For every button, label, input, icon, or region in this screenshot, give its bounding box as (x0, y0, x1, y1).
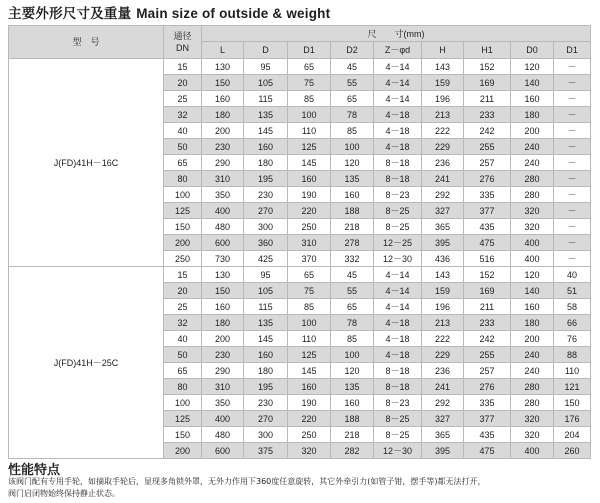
table-cell: 475 (464, 443, 511, 459)
table-cell: － (554, 139, 591, 155)
table-cell: － (554, 187, 591, 203)
table-cell: 159 (422, 75, 464, 91)
dn-cell: 250 (164, 251, 202, 267)
features-text (8, 476, 594, 500)
table-cell: 395 (422, 235, 464, 251)
features-heading: 性能特点 (8, 463, 61, 478)
table-cell: 255 (464, 347, 511, 363)
table-cell: 360 (244, 235, 288, 251)
dimension-header: 尺 寸(mm) (202, 26, 591, 42)
table-cell: 143 (422, 59, 464, 75)
table-cell: 85 (331, 331, 374, 347)
table-cell: 400 (511, 251, 554, 267)
table-cell: 196 (422, 91, 464, 107)
column-header: D2 (331, 42, 374, 59)
dn-cell: 200 (164, 235, 202, 251)
table-cell: 270 (244, 411, 288, 427)
dn-cell: 65 (164, 363, 202, 379)
table-cell: 377 (464, 203, 511, 219)
table-cell: 195 (244, 379, 288, 395)
table-cell: 40 (554, 267, 591, 283)
table-cell: 65 (331, 299, 374, 315)
table-cell: 240 (511, 139, 554, 155)
table-cell: 180 (202, 315, 244, 331)
table-cell: 320 (511, 427, 554, 443)
table-cell: 160 (244, 139, 288, 155)
dn-cell: 80 (164, 171, 202, 187)
table-cell: 250 (288, 427, 331, 443)
table-cell: 121 (554, 379, 591, 395)
table-cell: 320 (511, 411, 554, 427)
table-cell: 280 (511, 395, 554, 411)
model-header: 型 号 (9, 26, 164, 59)
table-cell: 190 (288, 395, 331, 411)
table-cell: 8－18 (374, 379, 422, 395)
dn-cell: 15 (164, 59, 202, 75)
table-cell: 4－18 (374, 347, 422, 363)
table-cell: 190 (288, 187, 331, 203)
table-cell: 278 (331, 235, 374, 251)
table-cell: 100 (288, 315, 331, 331)
table-cell: 250 (288, 219, 331, 235)
table-cell: 180 (202, 107, 244, 123)
table-cell: 222 (422, 123, 464, 139)
table-cell: 95 (244, 267, 288, 283)
table-cell: 292 (422, 187, 464, 203)
table-cell: 233 (464, 107, 511, 123)
table-cell: 320 (511, 203, 554, 219)
table-cell: 65 (288, 267, 331, 283)
table-cell: 400 (511, 443, 554, 459)
table-cell: 229 (422, 347, 464, 363)
table-cell: 55 (331, 283, 374, 299)
dn-cell: 65 (164, 155, 202, 171)
table-cell: 280 (511, 379, 554, 395)
table-cell: 8－18 (374, 155, 422, 171)
dn-cell: 100 (164, 187, 202, 203)
table-cell: 135 (244, 107, 288, 123)
table-cell: 310 (202, 379, 244, 395)
table-cell: 4－14 (374, 283, 422, 299)
page-title (8, 2, 330, 22)
table-cell: 12－30 (374, 443, 422, 459)
column-header: H (422, 42, 464, 59)
table-cell: 85 (288, 91, 331, 107)
table-cell: 4－18 (374, 139, 422, 155)
table-cell: 377 (464, 411, 511, 427)
table-cell: 4－18 (374, 107, 422, 123)
table-cell: 242 (464, 123, 511, 139)
table-cell: 180 (511, 107, 554, 123)
table-cell: 213 (422, 107, 464, 123)
table-cell: 257 (464, 155, 511, 171)
table-cell: 350 (202, 187, 244, 203)
dn-header (164, 26, 202, 59)
table-cell: 255 (464, 139, 511, 155)
table-cell: 600 (202, 235, 244, 251)
table-cell: 110 (288, 123, 331, 139)
table-cell: － (554, 107, 591, 123)
table-cell: 4－18 (374, 123, 422, 139)
table-cell: 66 (554, 315, 591, 331)
table-cell: 292 (422, 395, 464, 411)
dn-cell: 32 (164, 107, 202, 123)
page-title-en: Main size of outside & weight (136, 6, 331, 21)
table-cell: 335 (464, 395, 511, 411)
table-cell: 213 (422, 315, 464, 331)
table-cell: 150 (554, 395, 591, 411)
table-body (9, 59, 591, 459)
table-cell: 88 (554, 347, 591, 363)
table-cell: － (554, 251, 591, 267)
table-cell: 230 (202, 139, 244, 155)
table-cell: 8－18 (374, 363, 422, 379)
table-cell: 85 (288, 299, 331, 315)
table-cell: 260 (554, 443, 591, 459)
table-row (9, 59, 591, 75)
table-cell: 160 (511, 91, 554, 107)
table-cell: 105 (244, 283, 288, 299)
table-cell: 435 (464, 219, 511, 235)
table-cell: 4－18 (374, 331, 422, 347)
table-header (9, 26, 591, 59)
dn-cell: 20 (164, 75, 202, 91)
table-cell: 300 (244, 427, 288, 443)
table-cell: 480 (202, 219, 244, 235)
table-cell: 8－25 (374, 427, 422, 443)
table-cell: 218 (331, 219, 374, 235)
table-cell: 200 (511, 331, 554, 347)
table-cell: 4－14 (374, 75, 422, 91)
column-header: D1 (554, 42, 591, 59)
table-cell: 220 (288, 203, 331, 219)
table-cell: － (554, 75, 591, 91)
table-cell: 475 (464, 235, 511, 251)
table-cell: 8－18 (374, 171, 422, 187)
table-cell: 188 (331, 411, 374, 427)
table-cell: － (554, 171, 591, 187)
table-cell: 350 (202, 395, 244, 411)
table-cell: 400 (202, 203, 244, 219)
table-cell: 143 (422, 267, 464, 283)
table-cell: 120 (331, 155, 374, 171)
table-cell: 125 (288, 139, 331, 155)
table-cell: 130 (202, 59, 244, 75)
table-cell: 370 (288, 251, 331, 267)
table-cell: － (554, 123, 591, 139)
table-cell: 140 (511, 75, 554, 91)
table-cell: 8－25 (374, 411, 422, 427)
dn-cell: 150 (164, 219, 202, 235)
table-cell: 220 (288, 411, 331, 427)
table-cell: 55 (331, 75, 374, 91)
table-cell: 327 (422, 411, 464, 427)
table-cell: 241 (422, 171, 464, 187)
table-cell: 8－23 (374, 395, 422, 411)
table-cell: 140 (511, 283, 554, 299)
table-cell: 200 (511, 123, 554, 139)
table-cell: 435 (464, 427, 511, 443)
dn-cell: 125 (164, 203, 202, 219)
table-cell: 516 (464, 251, 511, 267)
table-cell: 282 (331, 443, 374, 459)
table-cell: 135 (331, 379, 374, 395)
table-cell: 229 (422, 139, 464, 155)
table-cell: 58 (554, 299, 591, 315)
table-cell: 160 (202, 299, 244, 315)
table-cell: 188 (331, 203, 374, 219)
table-cell: 130 (202, 267, 244, 283)
table-cell: 425 (244, 251, 288, 267)
table-cell: 78 (331, 107, 374, 123)
table-cell: 290 (202, 363, 244, 379)
table-cell: 160 (288, 379, 331, 395)
table-cell: 200 (202, 123, 244, 139)
table-cell: 4－14 (374, 91, 422, 107)
table-cell: 12－25 (374, 235, 422, 251)
dn-cell: 80 (164, 379, 202, 395)
table-cell: 242 (464, 331, 511, 347)
table-cell: 400 (511, 235, 554, 251)
table-cell: 241 (422, 379, 464, 395)
table-cell: 4－14 (374, 299, 422, 315)
table-cell: 110 (554, 363, 591, 379)
table-cell: 120 (511, 59, 554, 75)
table-cell: 233 (464, 315, 511, 331)
model-cell: J(FD)41H－25C (9, 267, 164, 459)
features-line: 该阀门配有专用手轮，如摘取手轮后，显现多角锁外罩，无外力作用下360度任意旋转，其它外牵引力(如管子钳，摆手等)都无法打开， (8, 477, 486, 486)
table-cell: － (554, 203, 591, 219)
table-cell: 115 (244, 91, 288, 107)
table-cell: 730 (202, 251, 244, 267)
table-cell: 150 (202, 75, 244, 91)
table-cell: 85 (331, 123, 374, 139)
table-cell: 236 (422, 155, 464, 171)
table-cell: 180 (511, 315, 554, 331)
table-cell: 365 (422, 219, 464, 235)
table-cell: 240 (511, 347, 554, 363)
table-cell: 78 (331, 315, 374, 331)
table-cell: 160 (331, 395, 374, 411)
dn-cell: 25 (164, 91, 202, 107)
column-header: L (202, 42, 244, 59)
table-cell: 105 (244, 75, 288, 91)
table-cell: 159 (422, 283, 464, 299)
table-cell: 280 (511, 187, 554, 203)
table-cell: 395 (422, 443, 464, 459)
table-cell: 75 (288, 75, 331, 91)
dn-cell: 125 (164, 411, 202, 427)
table-cell: 200 (202, 331, 244, 347)
dn-header-line1: 通径 (173, 31, 192, 41)
table-cell: 12－30 (374, 251, 422, 267)
table-cell: 152 (464, 59, 511, 75)
table-cell: － (554, 235, 591, 251)
dn-cell: 20 (164, 283, 202, 299)
table-cell: 8－25 (374, 219, 422, 235)
table-cell: 320 (511, 219, 554, 235)
table-cell: 120 (331, 363, 374, 379)
table-cell: 310 (288, 235, 331, 251)
table-cell: 222 (422, 331, 464, 347)
table-cell: 110 (288, 331, 331, 347)
table-cell: 180 (244, 155, 288, 171)
table-cell: 145 (288, 155, 331, 171)
table-cell: 169 (464, 75, 511, 91)
column-header: D1 (288, 42, 331, 59)
table-cell: 195 (244, 171, 288, 187)
table-cell: 145 (288, 363, 331, 379)
table-cell: 236 (422, 363, 464, 379)
dn-header-line2: DN (176, 43, 189, 53)
dn-cell: 50 (164, 347, 202, 363)
table-cell: 75 (288, 283, 331, 299)
table-cell: 160 (288, 171, 331, 187)
table-cell: 100 (331, 139, 374, 155)
table-cell: 327 (422, 203, 464, 219)
table-cell: 290 (202, 155, 244, 171)
dn-cell: 32 (164, 315, 202, 331)
table-cell: 276 (464, 171, 511, 187)
dn-cell: 200 (164, 443, 202, 459)
table-cell: 8－23 (374, 187, 422, 203)
table-cell: － (554, 59, 591, 75)
table-cell: 125 (288, 347, 331, 363)
table-cell: 120 (511, 267, 554, 283)
table-cell: 45 (331, 59, 374, 75)
table-cell: 100 (288, 107, 331, 123)
features-line: 阀门启闭物始终保持静止状态。 (8, 489, 120, 498)
table-cell: 240 (511, 363, 554, 379)
table-cell: － (554, 155, 591, 171)
table-cell: 204 (554, 427, 591, 443)
table-cell: 300 (244, 219, 288, 235)
table-cell: 4－18 (374, 315, 422, 331)
table-cell: 160 (331, 187, 374, 203)
table-cell: 335 (464, 187, 511, 203)
table-cell: 332 (331, 251, 374, 267)
table-cell: 65 (331, 91, 374, 107)
table-cell: 51 (554, 283, 591, 299)
table-cell: 310 (202, 171, 244, 187)
table-cell: 230 (202, 347, 244, 363)
table-cell: 211 (464, 299, 511, 315)
table-cell: 375 (244, 443, 288, 459)
column-header: H1 (464, 42, 511, 59)
column-header: D0 (511, 42, 554, 59)
column-header: D (244, 42, 288, 59)
table-cell: 480 (202, 427, 244, 443)
table-cell: 280 (511, 171, 554, 187)
table-cell: 230 (244, 187, 288, 203)
table-cell: 135 (331, 171, 374, 187)
table-cell: 230 (244, 395, 288, 411)
dn-cell: 40 (164, 331, 202, 347)
table-cell: 115 (244, 299, 288, 315)
table-cell: 100 (331, 347, 374, 363)
table-cell: － (554, 219, 591, 235)
table-row (9, 267, 591, 283)
table-cell: 160 (202, 91, 244, 107)
table-cell: 436 (422, 251, 464, 267)
table-cell: 600 (202, 443, 244, 459)
table-cell: 135 (244, 315, 288, 331)
table-cell: 8－25 (374, 203, 422, 219)
dn-cell: 100 (164, 395, 202, 411)
dn-cell: 25 (164, 299, 202, 315)
table-cell: 145 (244, 331, 288, 347)
table-cell: － (554, 91, 591, 107)
model-cell: J(FD)41H－16C (9, 59, 164, 267)
table-cell: 276 (464, 379, 511, 395)
table-cell: 145 (244, 123, 288, 139)
table-cell: 4－14 (374, 267, 422, 283)
table-cell: 76 (554, 331, 591, 347)
table-cell: 196 (422, 299, 464, 315)
table-cell: 160 (244, 347, 288, 363)
page-title-cn: 主要外形尺寸及重量 (8, 6, 132, 22)
dn-cell: 15 (164, 267, 202, 283)
table-cell: 320 (288, 443, 331, 459)
table-cell: 45 (331, 267, 374, 283)
table-cell: 240 (511, 155, 554, 171)
table-cell: 160 (511, 299, 554, 315)
dn-cell: 150 (164, 427, 202, 443)
table-cell: 176 (554, 411, 591, 427)
table-cell: 270 (244, 203, 288, 219)
table-cell: 152 (464, 267, 511, 283)
table-cell: 400 (202, 411, 244, 427)
dn-cell: 50 (164, 139, 202, 155)
size-weight-table (8, 25, 591, 459)
table-cell: 211 (464, 91, 511, 107)
table-cell: 218 (331, 427, 374, 443)
column-header: Z－φd (374, 42, 422, 59)
table-cell: 365 (422, 427, 464, 443)
dn-cell: 40 (164, 123, 202, 139)
table-cell: 65 (288, 59, 331, 75)
table-cell: 169 (464, 283, 511, 299)
table-cell: 4－14 (374, 59, 422, 75)
table-cell: 257 (464, 363, 511, 379)
table-cell: 150 (202, 283, 244, 299)
table-cell: 180 (244, 363, 288, 379)
table-cell: 95 (244, 59, 288, 75)
